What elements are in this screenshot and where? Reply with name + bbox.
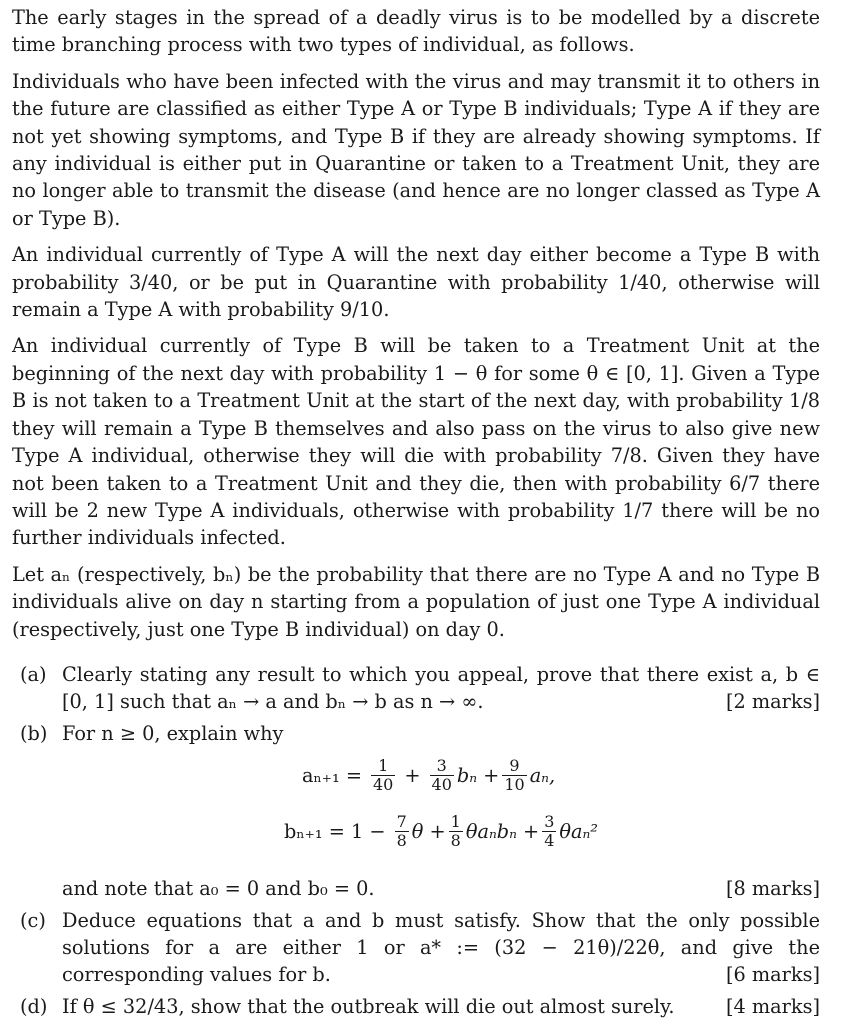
fraction bbox=[449, 813, 463, 850]
denominator: 8 bbox=[450, 831, 461, 851]
fraction bbox=[542, 813, 556, 850]
part-d-label: (d) bbox=[20, 994, 48, 1018]
part-c-text: Deduce equations that a and b must satisfy. Show that the only possible solutions for a are either 1 or a* := (32 − 21θ)/22θ, and give the corresponding values for b. bbox=[62, 908, 820, 987]
definition-paragraph: Let aₙ (respectively, bₙ) be the probability that there are no Type A and no Type B individuals alive on day n starting from a population of just one Type A individual (respectively, just one Type B individual) on day 0. bbox=[12, 562, 820, 641]
numerator: 1 bbox=[378, 756, 389, 776]
type-a-paragraph: An individual currently of Type A will the next day either become a Type B with probability 3/40, or be put in Quarantine with probability 1/40, otherwise will remain a Type A with probability 9/10. bbox=[12, 243, 820, 322]
numerator: 3 bbox=[436, 756, 447, 776]
part-a-marks: [2 marks] bbox=[725, 690, 820, 714]
fraction bbox=[371, 757, 395, 794]
question-parts bbox=[12, 661, 820, 1020]
part-d-marks: [4 marks] bbox=[725, 994, 820, 1018]
equation-a-lhs: aₙ₊₁ = bbox=[301, 763, 362, 787]
numerator: 7 bbox=[396, 812, 407, 832]
denominator: 4 bbox=[544, 831, 555, 851]
numerator: 1 bbox=[450, 812, 461, 832]
fraction bbox=[502, 757, 526, 794]
fraction bbox=[395, 813, 409, 850]
part-d-text: If θ ≤ 32/43, show that the outbreak will die out almost surely. bbox=[62, 994, 675, 1018]
part-b-after-text: and note that a₀ = 0 and b₀ = 0. bbox=[62, 877, 375, 901]
equation-b bbox=[284, 813, 598, 850]
part-c-marks: [6 marks] bbox=[725, 963, 820, 987]
equation-term: θ + bbox=[411, 819, 446, 843]
equation-term: θaₙ² bbox=[559, 819, 599, 843]
denominator: 10 bbox=[504, 775, 525, 795]
numerator: 9 bbox=[509, 756, 520, 776]
equation-term: bₙ + bbox=[456, 763, 500, 787]
numerator: 3 bbox=[544, 812, 555, 832]
part-b-label: (b) bbox=[20, 721, 48, 745]
fraction bbox=[430, 757, 454, 794]
denominator: 8 bbox=[396, 831, 407, 851]
part-a-text: Clearly stating any result to which you appeal, prove that there exist a, b ∈ [0, 1] such that aₙ → a and bₙ → b as n → ∞. bbox=[62, 662, 820, 714]
equation-term: θaₙbₙ + bbox=[465, 819, 540, 843]
recurrence-equations bbox=[62, 751, 820, 869]
question-page bbox=[12, 4, 820, 1024]
denominator: 40 bbox=[431, 775, 452, 795]
part-c-label: (c) bbox=[20, 908, 46, 932]
intro-paragraph: The early stages in the spread of a deadly virus is to be modelled by a discrete time branching process with two types of individual, as follows. bbox=[12, 6, 820, 57]
denominator: 40 bbox=[373, 775, 394, 795]
part-d bbox=[12, 993, 820, 1020]
equation-term: aₙ, bbox=[529, 763, 556, 787]
part-b-text: For n ≥ 0, explain why bbox=[62, 721, 284, 745]
part-c bbox=[12, 907, 820, 989]
plus-sign: + bbox=[404, 763, 421, 787]
part-b-marks: [8 marks] bbox=[725, 877, 820, 901]
equation-b-lhs: bₙ₊₁ = 1 − bbox=[284, 819, 386, 843]
part-a-label: (a) bbox=[20, 662, 47, 686]
part-a bbox=[12, 661, 820, 716]
equation-a bbox=[284, 757, 555, 794]
types-paragraph: Individuals who have been infected with the virus and may transmit it to others in the future are classified as either Type A or Type B individuals; Type A if they are not yet showing symptoms, and Type B if they are already showing symptoms. If any individual is either put in Quarantine or taken to a Treatment Unit, they are no longer able to transmit the disease (and hence are no longer classed as Type A or Type B). bbox=[12, 69, 820, 230]
type-b-paragraph: An individual currently of Type B will be taken to a Treatment Unit at the beginning of the next day with probability 1 − θ for some θ ∈ [0, 1]. Given a Type B is not taken to a Treatment Unit at the start of the next day, with probability 1/8 they will remain a Type B themselves and also pass on the virus to also give new Type A individual, otherwise they will die with probability 7/8. Given they have not been taken to a Treatment Unit and they die, then with probability 6/7 there will be 2 new Type A individuals, otherwise with probability 1/7 there will be no further individuals infected. bbox=[12, 334, 820, 550]
part-b bbox=[12, 720, 820, 903]
